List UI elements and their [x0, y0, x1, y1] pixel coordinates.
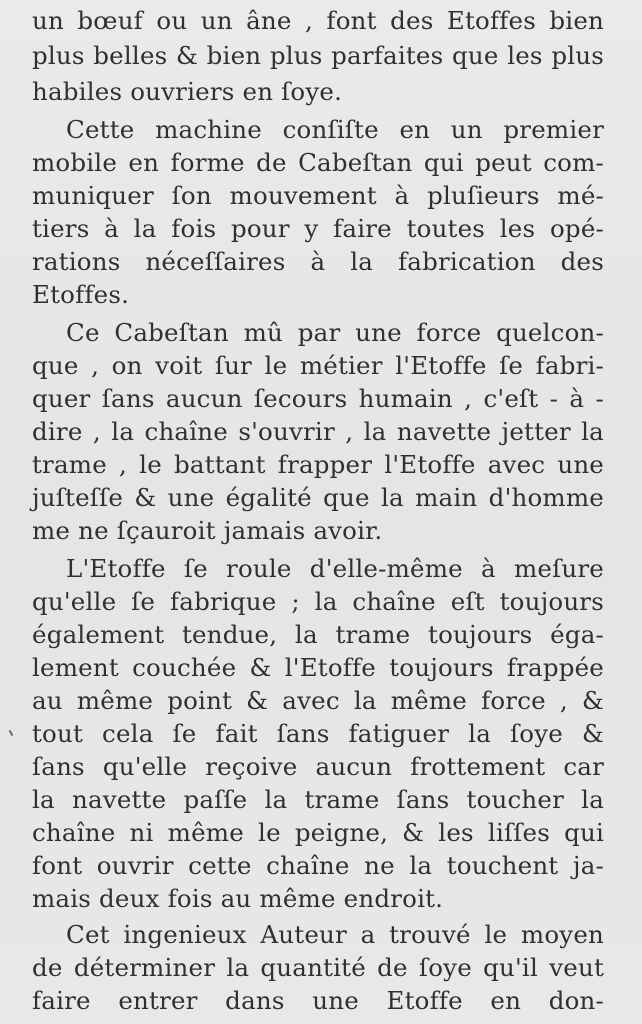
text-line: dire , la chaîne s'ouvrir , la navette jetter la	[32, 417, 604, 446]
text-line: habiles ouvriers en ſoye.	[32, 77, 343, 106]
text-line: ſans qu'elle reçoive aucun frottement car	[32, 752, 604, 781]
text-line: trame , le battant frapper l'Etoffe avec une	[32, 450, 604, 479]
text-line: qu'elle ſe fabrique ; la chaîne eſt toujours	[32, 587, 604, 616]
text-line: tiers à la fois pour y faire toutes les opé-	[32, 214, 604, 243]
text-line: que , on voit ſur le métier l'Etoffe ſe fabri-	[32, 351, 604, 380]
text-line: me ne ſçauroit jamais avoir.	[32, 516, 383, 545]
text-line: rations néceſſaires à la fabrication des	[32, 247, 604, 276]
text-line: chaîne ni même le peigne, & les liſſes qui	[32, 818, 604, 847]
text-line: L'Etoffe ſe roule d'elle-même à meſure	[66, 554, 604, 583]
text-line: mais deux fois au même endroit.	[32, 884, 444, 913]
text-line: Cet ingenieux Auteur a trouvé le moyen	[66, 920, 604, 949]
text-line: juſteſſe & une égalité que la main d'homme	[32, 483, 604, 512]
text-line: mobile en forme de Cabeſtan qui peut com-	[32, 148, 604, 177]
text-line: muniquer ſon mouvement à pluſieurs mé-	[32, 181, 604, 210]
text-line: quer ſans aucun ſecours humain , c'eſt - à -	[32, 384, 604, 413]
text-line: tout cela ſe fait ſans fatiguer la ſoye &	[32, 719, 604, 748]
text-line: Cette machine conſiſte en un premier	[66, 115, 604, 144]
text-line: également tendue, la trame toujours éga-	[32, 620, 604, 649]
text-line: Ce Cabeſtan mû par une force quelcon-	[66, 318, 604, 347]
text-line: faire entrer dans une Etoffe en don-	[32, 986, 604, 1015]
text-line: font ouvrir cette chaîne ne la touchent ja-	[32, 851, 604, 880]
text-line: lement couchée & l'Etoffe toujours frappée	[32, 653, 604, 682]
text-line: au même point & avec la même force , &	[32, 686, 604, 715]
text-line: plus belles & bien plus parfaites que les plus	[32, 41, 604, 70]
text-line: un bœuf ou un âne , font des Etoffes bien	[32, 6, 604, 35]
text-line: de déterminer la quantité de ſoye qu'il veut	[32, 953, 604, 982]
margin-mark	[9, 730, 14, 736]
text-line: Etoffes.	[32, 280, 130, 309]
text-line: la navette paſſe la trame ſans toucher la	[32, 785, 604, 814]
